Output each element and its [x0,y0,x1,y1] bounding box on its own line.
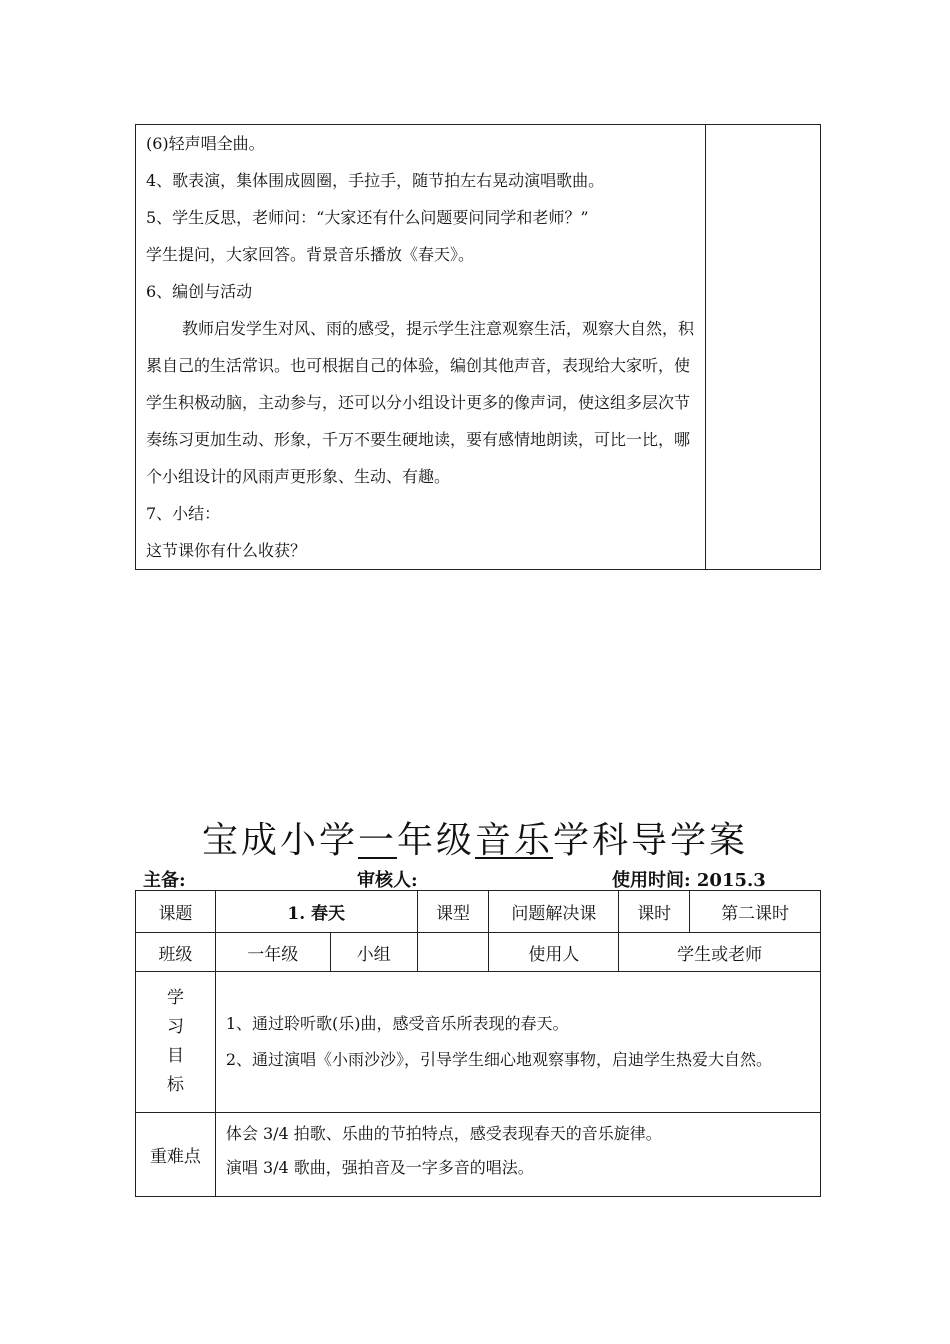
activity-paragraph: 教师启发学生对风、雨的感受，提示学生注意观察生活，观察大自然，积累自己的生活常识。也可根据自己的体验，编创其他声音，表现给大家听，使学生积极动脑，主动参与，还可以分小组设计更多的像声词，使这组多层次节奏练习更加生动、形象，千万不要生硬地读，要有感情地朗读，可比一比，哪个小组设计的风雨声更形象、生动、有趣。 [146,319,695,486]
title-suffix: 学科导学案 [553,820,749,861]
goals-label-char: 目 [166,1046,184,1066]
user-label: 使用人 [489,933,619,972]
goals-label [136,972,216,1113]
class-label: 班级 [136,933,216,972]
lesson-info-grid [135,890,821,1197]
summary-heading: 7、小结： [146,504,221,523]
group-value [417,933,489,972]
difficulty-item: 体会 3/4 拍歌、乐曲的节拍特点，感受表现春天的音乐旋律。 [225,1124,662,1143]
type-value: 问题解决课 [489,891,619,933]
difficulty-item: 演唱 3/4 歌曲，强拍音及一字多音的唱法。 [225,1158,534,1177]
title-grade-suffix: 年级 [396,820,475,861]
title-subject: 音乐 [475,820,554,861]
step-line: 6、编创与活动 [146,282,253,301]
topic-label: 课题 [136,891,216,933]
learning-goals-cell [215,972,820,1113]
reviewer-label: 审核人: [357,870,418,891]
notes-cell [706,125,821,570]
topic-value: 1. 春天 [215,891,417,933]
document-title [0,812,950,863]
goals-label-char: 标 [166,1075,184,1095]
lesson-continuation-table [135,124,821,570]
step-line: 4、歌表演，集体围成圆圈，手拉手，随节拍左右晃动演唱歌曲。 [146,171,605,190]
type-label: 课型 [417,891,489,933]
step-line: 学生提问，大家回答。背景音乐播放《春天》。 [146,245,475,264]
lesson-steps-cell [136,125,706,570]
goals-label-char: 学 [166,988,184,1008]
goal-item: 2、通过演唱《小雨沙沙》，引导学生细心地观察事物，启迪学生热爱大自然。 [225,1050,773,1069]
summary-question: 这节课你有什么收获？ [146,541,307,560]
step-line: (6)轻声唱全曲。 [146,134,265,153]
goal-item: 1、通过聆听歌(乐)曲，感受音乐所表现的春天。 [225,1014,569,1033]
difficulty-label: 重难点 [136,1113,216,1197]
title-school: 宝成小学 [201,820,358,861]
period-value: 第二课时 [690,891,821,933]
step-line: 5、学生反思，老师问：“大家还有什么问题要问同学和老师？” [146,208,589,227]
period-label: 课时 [619,891,690,933]
goals-label-char: 习 [166,1017,184,1037]
difficulty-cell [215,1113,820,1197]
preparer-label: 主备: [143,870,186,891]
user-value: 学生或老师 [619,933,821,972]
title-grade: 一 [357,820,397,861]
date-label: 使用时间: 2015.3 [612,870,766,891]
class-value: 一年级 [215,933,330,972]
group-label: 小组 [330,933,417,972]
